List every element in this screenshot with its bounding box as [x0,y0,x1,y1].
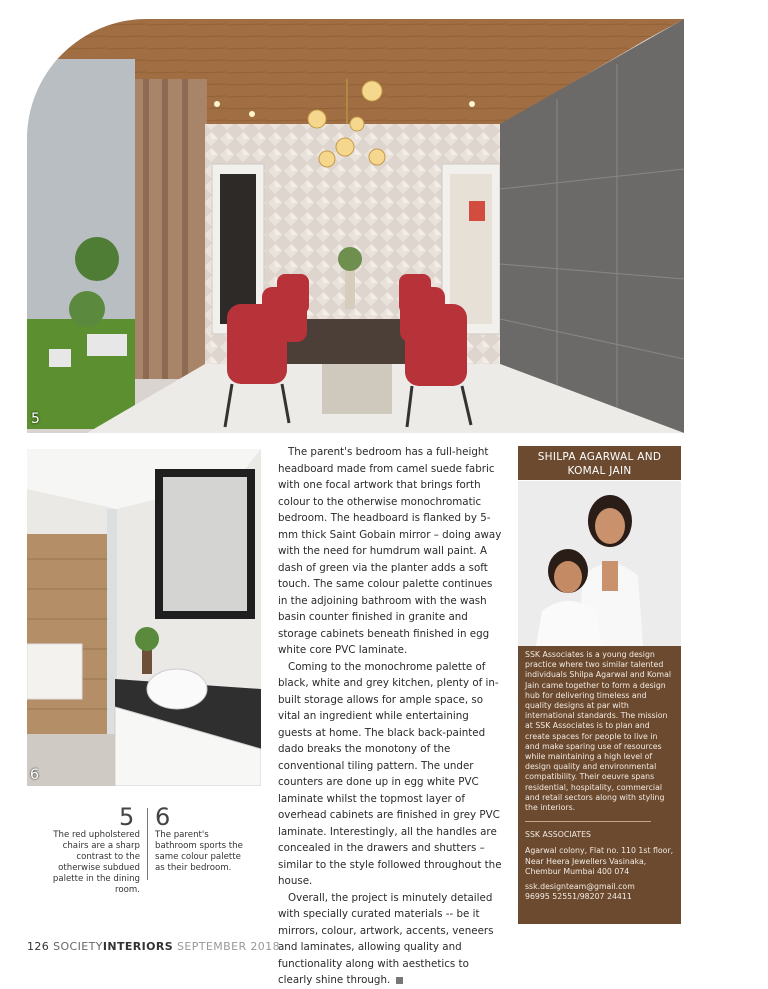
sidebar-bio: SSK Associates is a young design practice where two similar talented individuals Shilpa Agarwal and Komal Jain came together to form a design hub for delivering timeless and quality designs at par with international standards. The mission at SSK Associates is to plan and create spaces for people to live in and make sparing use of resources while maintaining a high level of design quality and environmental compatibility. Their oeuvre spans residential, hospitality, commercial and retail sectors along with styling the interiors. [525,650,672,813]
bathroom-illustration [27,449,261,786]
sidebar-heading: SHILPA AGARWAL AND KOMAL JAIN [518,446,681,480]
photo-number-5: 5 [31,411,40,427]
page-footer [27,940,280,953]
magazine-name-1: SOCIETY [53,940,103,953]
caption-6-text: The parent's bathroom sports the same colour palette as their bedroom. [155,830,243,873]
photo-number-6: 6 [30,767,39,783]
article-body [278,444,504,989]
page-number: 126 [27,940,50,953]
company-phone: 96995 52551/98207 24411 [525,892,632,902]
issue-date: SEPTEMBER 2018 [177,940,280,953]
article-paragraph [278,890,504,989]
caption-5-text: The red upholstered chairs are a sharp contrast to the otherwise subdued palette in the dining room. [52,830,140,895]
company-email: ssk.designteam@gmail.com [525,882,635,892]
portrait-illustration [518,481,681,646]
dining-room-illustration [27,19,684,433]
company-name: SSK ASSOCIATES [525,830,591,840]
sidebar-bio-box [518,646,681,924]
article-paragraph: The parent's bedroom has a full-height headboard made from camel suede fabric with one focal artwork that brings forth colour to the otherwise monochromatic bedroom. The headboard is flanked by 5-mm thick Saint Gobain mirror – doing away with the need for humdrum wall paint. A dash of green via the planter adds a soft touch. The same colour palette continues in the adjoining bathroom with the wash basin counter finished in granite and storage cabinets beneath finished in egg white core PVC laminate. [278,446,502,656]
end-mark-icon [396,977,403,984]
sidebar-divider [525,821,651,822]
article-paragraph: Coming to the monochrome palette of black, white and grey kitchen, plenty of in-built storage allows for ample space, so vital an ingredient while entertaining guests at home. The black back-painted dado breaks the monotony of the conventional tiling pattern. The under counters are done up in egg white PVC laminate whilst the topmost layer of overhead cabinets are finished in grey PVC laminate. Interestingly, all the handles are concealed in the drawers and shutters – similar to the style followed throughout the house. [278,660,502,887]
company-address: Agarwal colony, Flat no. 110 1st floor, Near Heera Jewellers Vasinaka, Chembur Mumbai 400 074 [525,846,674,876]
magazine-name-2: INTERIORS [102,940,174,953]
article-paragraph-text: Overall, the project is minutely detailed with specially curated materials -- be it mirrors, colour, artwork, accents, veneers and laminates, allowing quality and functionality along with aesthetics to clearly shine through. [278,891,494,986]
designers-portrait [518,481,681,646]
caption-divider [147,808,148,880]
bathroom-photo [27,449,261,786]
hero-photo-dining-room [27,19,684,433]
caption-6-number: 6 [155,803,171,831]
caption-5-number: 5 [119,803,135,831]
